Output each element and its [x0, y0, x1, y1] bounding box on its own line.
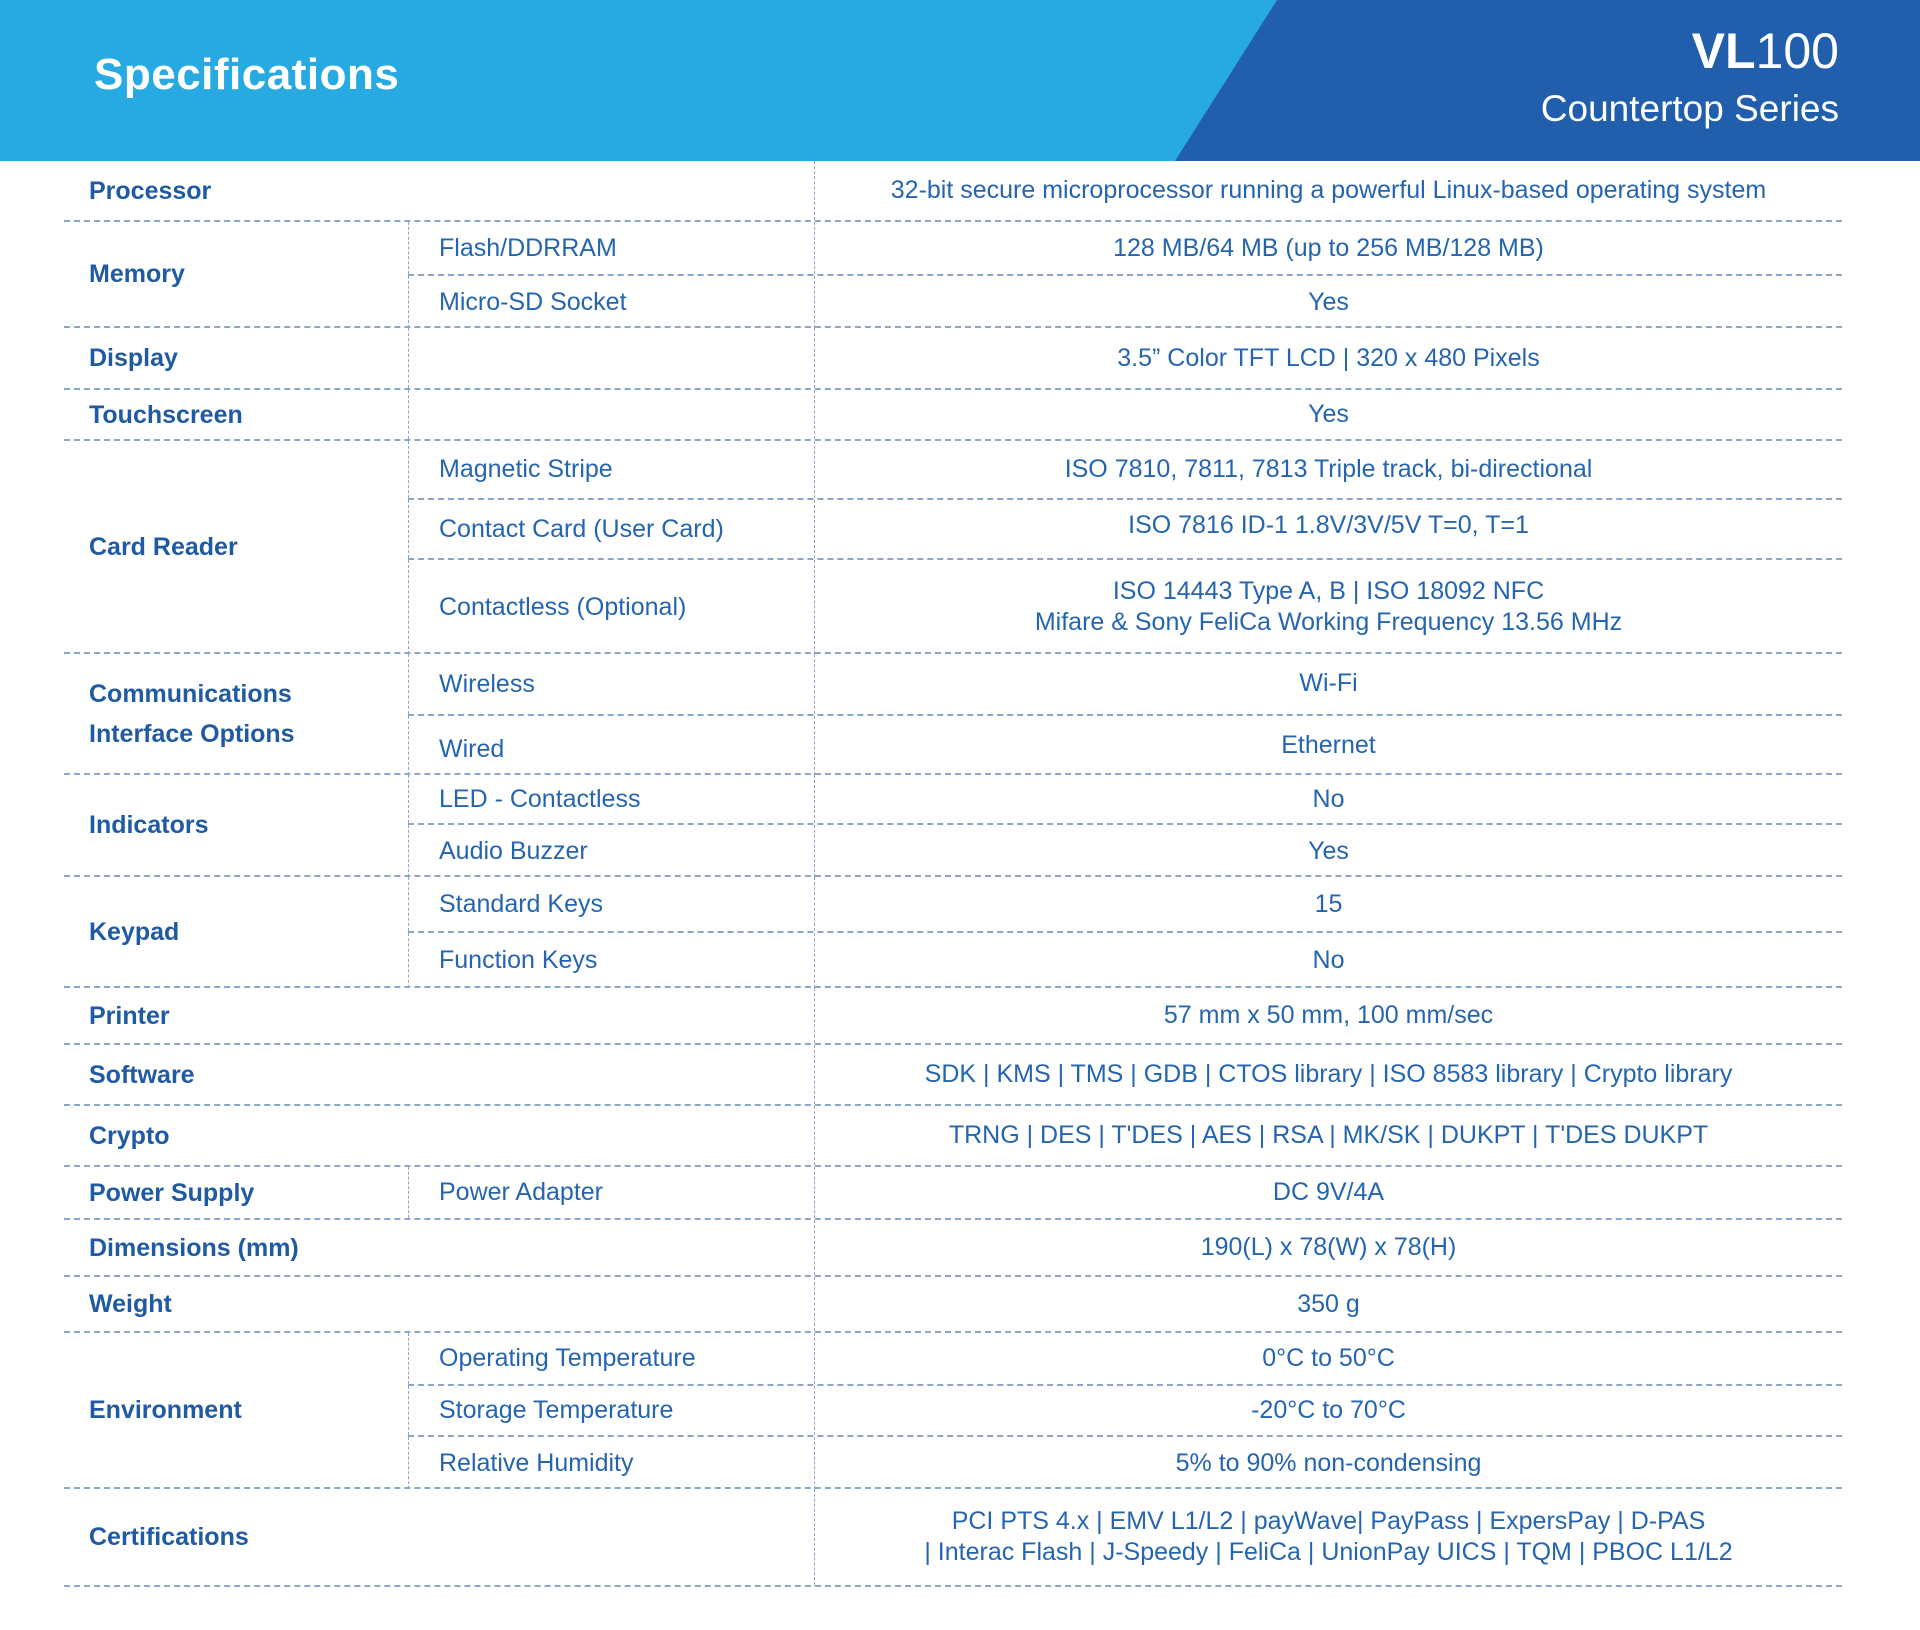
sub-label: Relative Humidity [408, 1437, 814, 1489]
table-row-software [64, 1045, 1842, 1106]
sub-row [408, 775, 1842, 825]
row-value: 350 g [814, 1277, 1842, 1331]
sub-value: Yes [814, 825, 1842, 877]
sub-row [408, 500, 1842, 560]
row-label: Software [89, 1060, 195, 1089]
series-name: Countertop Series [1540, 88, 1839, 129]
sub-row [408, 933, 1842, 988]
model-prefix: VL [1691, 23, 1756, 79]
table-row-processor [64, 161, 1842, 222]
sub-label: Operating Temperature [408, 1333, 814, 1384]
sub-row [408, 877, 1842, 933]
table-row-card-reader [64, 441, 1842, 654]
table-row-weight [64, 1277, 1842, 1333]
sub-value: No [814, 933, 1842, 988]
value-line: Mifare & Sony FeliCa Working Frequency 13.56 MHz [1034, 608, 1623, 636]
sub-value: -20°C to 70°C [814, 1386, 1842, 1435]
sub-row [408, 1333, 1842, 1386]
label-line: Interface Options [89, 719, 295, 748]
sub-label: Magnetic Stripe [408, 441, 814, 498]
row-value: 32-bit secure microprocessor running a powerful Linux-based operating system [814, 161, 1842, 220]
sub-row [408, 222, 1842, 276]
sub-value: 15 [814, 877, 1842, 931]
label-line: Communications [89, 679, 292, 708]
row-label: Processor [89, 176, 212, 205]
row-label: Certifications [89, 1523, 249, 1551]
model-name [1692, 22, 1839, 80]
sub-row [408, 276, 1842, 328]
sub-label: Audio Buzzer [408, 825, 814, 877]
row-label: Environment [89, 1396, 242, 1424]
sub-label: Wired [408, 716, 814, 775]
sub-label: Contactless (Optional) [408, 560, 814, 654]
row-label: Power Supply [89, 1178, 255, 1207]
table-row-memory [64, 222, 1842, 328]
row-value: DC 9V/4A [814, 1167, 1842, 1218]
sub-value [814, 560, 1842, 654]
page-title: Specifications [94, 50, 400, 99]
row-label: Memory [89, 260, 185, 288]
table-row-communications [64, 654, 1842, 775]
table-row-environment [64, 1333, 1842, 1489]
page-header [0, 0, 1920, 161]
row-value: SDK | KMS | TMS | GDB | CTOS library | ISO 8583 library | Crypto library [814, 1045, 1842, 1104]
sub-row [408, 560, 1842, 654]
table-row-printer [64, 988, 1842, 1045]
sub-value: Yes [814, 276, 1842, 328]
row-value: 57 mm x 50 mm, 100 mm/sec [814, 988, 1842, 1043]
sub-value: Ethernet [814, 716, 1842, 775]
table-row-dimensions [64, 1220, 1842, 1277]
row-label [64, 654, 408, 773]
row-label: Display [89, 344, 178, 372]
sub-label-empty [408, 390, 814, 439]
sub-label-empty [408, 328, 814, 388]
sub-label: Standard Keys [408, 877, 814, 931]
table-row-touchscreen [64, 390, 1842, 441]
table-row-indicators [64, 775, 1842, 877]
sub-label: Flash/DDRRAM [408, 222, 814, 274]
sub-value: Wi-Fi [814, 654, 1842, 714]
table-row-keypad [64, 877, 1842, 988]
row-value: 190(L) x 78(W) x 78(H) [814, 1220, 1842, 1275]
row-label: Keypad [89, 917, 180, 946]
sub-label: Contact Card (User Card) [408, 500, 814, 558]
row-value [814, 1489, 1842, 1585]
model-number: 100 [1755, 23, 1839, 79]
value-line: | Interac Flash | J-Speedy | FeliCa | UnionPay UICS | TQM | PBOC L1/L2 [924, 1538, 1733, 1566]
sub-row [408, 716, 1842, 775]
table-row-power-supply [64, 1167, 1842, 1220]
row-label: Crypto [89, 1121, 170, 1150]
row-value: TRNG | DES | T'DES | AES | RSA | MK/SK | DUKPT | T'DES DUKPT [814, 1106, 1842, 1165]
sub-value: ISO 7810, 7811, 7813 Triple track, bi-directional [814, 441, 1842, 498]
sub-label: Micro-SD Socket [408, 276, 814, 328]
table-row-display [64, 328, 1842, 390]
sub-value: 5% to 90% non-condensing [814, 1437, 1842, 1489]
value-line: ISO 14443 Type A, B | ISO 18092 NFC [1112, 577, 1545, 605]
sub-value: 128 MB/64 MB (up to 256 MB/128 MB) [814, 222, 1842, 274]
row-label: Card Reader [89, 532, 238, 561]
sub-label: Power Adapter [408, 1167, 814, 1218]
sub-row [408, 1437, 1842, 1489]
row-value: Yes [814, 390, 1842, 439]
row-value: 3.5” Color TFT LCD | 320 x 480 Pixels [814, 328, 1842, 388]
sub-row [408, 441, 1842, 500]
row-label: Indicators [89, 811, 209, 839]
sub-row [408, 654, 1842, 716]
sub-value: No [814, 775, 1842, 823]
sub-row [408, 825, 1842, 877]
table-row-certifications [64, 1489, 1842, 1587]
sub-value: ISO 7816 ID-1 1.8V/3V/5V T=0, T=1 [814, 500, 1842, 558]
table-row-crypto [64, 1106, 1842, 1167]
sub-label: Wireless [408, 654, 814, 714]
sub-row [408, 1386, 1842, 1437]
row-label: Touchscreen [89, 400, 243, 429]
value-line: PCI PTS 4.x | EMV L1/L2 | payWave| PayPass | ExpersPay | D-PAS [951, 1507, 1706, 1535]
sub-value: 0°C to 50°C [814, 1333, 1842, 1384]
sub-label: Function Keys [408, 933, 814, 988]
sub-label: Storage Temperature [408, 1386, 814, 1435]
row-label: Weight [89, 1290, 172, 1318]
row-label: Dimensions (mm) [89, 1233, 299, 1262]
sub-label: LED - Contactless [408, 775, 814, 823]
row-label: Printer [89, 1001, 170, 1030]
